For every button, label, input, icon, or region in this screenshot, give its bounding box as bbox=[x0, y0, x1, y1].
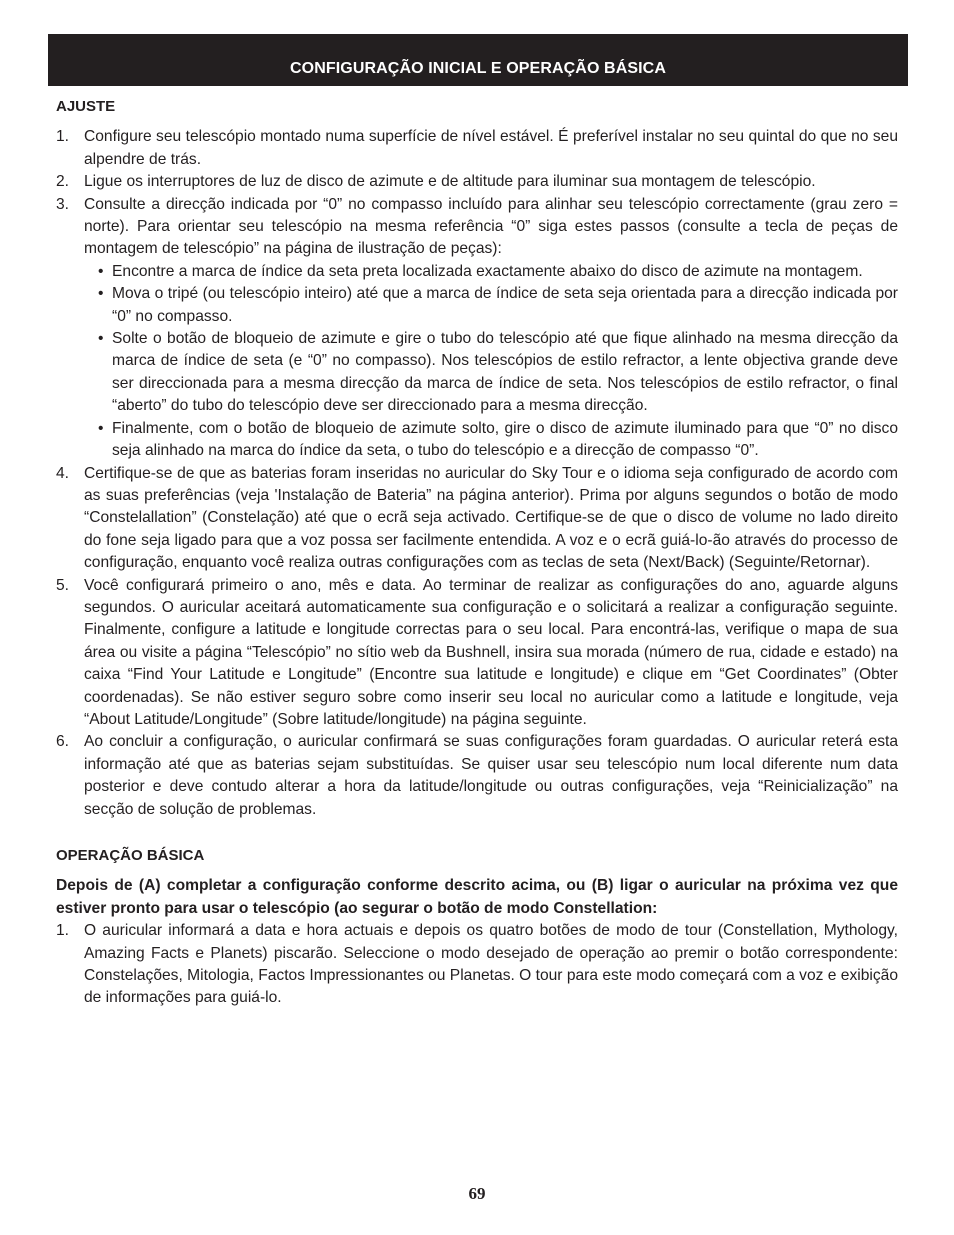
page-header-title: CONFIGURAÇÃO INICIAL E OPERAÇÃO BÁSICA bbox=[290, 60, 666, 77]
list-item-text: O auricular informará a data e hora actuais e depois os quatro botões de modo de tour (Constellation, Mythology, Amazing Facts e Planets) piscarão. Seleccione o modo desejado de operação ao premir o botão correspondente: Constelações, Mitologia, Factos Impressionantes ou Planetas. O tour para este modo começará com a voz e exibição de informações para guiá-lo. bbox=[84, 922, 898, 1007]
list-item-number: 4. bbox=[56, 464, 70, 482]
bullet-text: Solte o botão de bloqueio de azimute e gire o tubo do telescópio até que fique alinhado na mesma direcção da marca de índice de seta (e “0” no compasso). Nos telescópios de estilo refractor, a lente objectiva grande deve ser direccionada para a mesma direcção da marca de índice de seta. Nos telescópios de estilo refractor, o final “aberto” do tubo do telescópio deve ser direccionado para a mesma direcção. bbox=[112, 330, 898, 415]
bullet-dot-icon: • bbox=[98, 285, 104, 303]
list-item-number: 1. bbox=[56, 128, 70, 146]
bullet-text: Mova o tripé (ou telescópio inteiro) até que a marca de índice de seta seja orientada para a direcção indicada por “0” no compasso. bbox=[112, 285, 898, 325]
list-item bbox=[56, 731, 898, 821]
bullet-text: Encontre a marca de índice da seta preta localizada exactamente abaixo do disco de azimute na montagem. bbox=[112, 262, 863, 280]
list-item bbox=[56, 463, 898, 575]
bullet-dot-icon: • bbox=[98, 262, 104, 280]
list-item-text: Ao concluir a configuração, o auricular confirmará se suas configurações foram guardadas. O auricular reterá esta informação até que as baterias sejam substituídas. Se quiser usar seu telescópio num local diferente num data posterior e deve contudo alterar a hora da latitude/longitude ou outras configurações, veja “Reinicialização” na secção de solução de problemas. bbox=[84, 733, 898, 818]
section-heading-operacao-basica: OPERAÇÃO BÁSICA bbox=[56, 847, 205, 864]
bullet-text: Finalmente, com o botão de bloqueio de azimute solto, gire o disco de azimute iluminado para que “0” no disco seja alinhado na marca do índice da seta, o tubo do telescópio e a direcção de compasso “0”. bbox=[112, 419, 898, 460]
list-item-text: Certifique-se de que as baterias foram inseridas no auricular do Sky Tour e o idioma seja configurado de acordo com as suas preferências (veja 'Instalação de Bateria” na página anterior). Prima por alguns segundos o botão de modo “Constelallation” (Constelação) até que o ecrã seja activado. Certifique-se de que o disco de volume no lado direito do fone seja ligado para que a voz possa ser facilmente entendida. A voz e o ecrã guiá-lo-ão através do processo de configuração, enquanto você realiza outras configurações com as teclas de seta (Next/Back) (Seguinte/Retornar). bbox=[84, 464, 898, 572]
list-item bbox=[56, 575, 898, 732]
list-item bbox=[56, 171, 898, 193]
list-item-text: Você configurará primeiro o ano, mês e data. Ao terminar de realizar as configurações do ano, aguarde alguns segundos. O auricular aceitará automaticamente sua configuração e o solicitará a realizar a configuração seguinte. Finalmente, configure a latitude e longitude correctas para o seu local. Para encontrá-las, verifique o mapa de sua área ou visite a página “Telescópio” no sítio web da Bushnell, insira sua morada (número de rua, cidade e estado) na caixa “Find Your Latitude e Longitude” (Encontre sua latitude e longitude) e clique em “Get Coordinates” (Obter coordenadas). Se não estiver seguro sobre como inserir seu local no auricular como a latitude e longitude, veja “About Latitude/Longitude” (Sobre latitude/longitude) na página seguinte. bbox=[84, 576, 898, 728]
bullet-item bbox=[84, 261, 898, 283]
page-number: 69 bbox=[468, 1184, 486, 1203]
list-item-number: 5. bbox=[56, 576, 70, 594]
list-item-text: Consulte a direcção indicada por “0” no compasso incluído para alinhar seu telescópio correctamente (grau zero = norte). Para orientar seu telescópio na mesma referência “0” siga estes passos (consulte a tecla de peças de montagem de telescópio” na página de ilustração de peças): bbox=[84, 195, 898, 258]
list-item bbox=[56, 194, 898, 463]
bullet-dot-icon: • bbox=[98, 330, 104, 348]
list-item-number: 2. bbox=[56, 173, 70, 191]
list-item-text: Configure seu telescópio montado numa superfície de nível estável. É preferível instalar no seu quintal do que no seu alpendre de trás. bbox=[84, 128, 898, 168]
bullet-item bbox=[84, 283, 898, 328]
bullet-dot-icon: • bbox=[98, 419, 104, 437]
list-item bbox=[56, 920, 898, 1010]
list-item-number: 3. bbox=[56, 195, 70, 213]
list-item-number: 6. bbox=[56, 733, 70, 751]
list-item-number: 1. bbox=[56, 922, 70, 940]
bullet-item bbox=[84, 418, 898, 463]
orientation-bullet-list bbox=[84, 261, 898, 463]
operacao-intro-paragraph: Depois de (A) completar a configuração conforme descrito acima, ou (B) ligar o auricular na próxima vez que estiver pronto para usar o telescópio (ao segurar o botão de modo Constellation: bbox=[56, 877, 898, 917]
bullet-item bbox=[84, 328, 898, 418]
operacao-steps-list bbox=[56, 920, 898, 1010]
page-content bbox=[56, 96, 898, 1010]
page-header-bar bbox=[48, 34, 908, 86]
list-item-text: Ligue os interruptores de luz de disco de azimute e de altitude para iluminar sua montagem de telescópio. bbox=[84, 173, 816, 191]
ajuste-steps-list bbox=[56, 126, 898, 821]
section-heading-ajuste: AJUSTE bbox=[56, 98, 116, 115]
list-item bbox=[56, 126, 898, 171]
